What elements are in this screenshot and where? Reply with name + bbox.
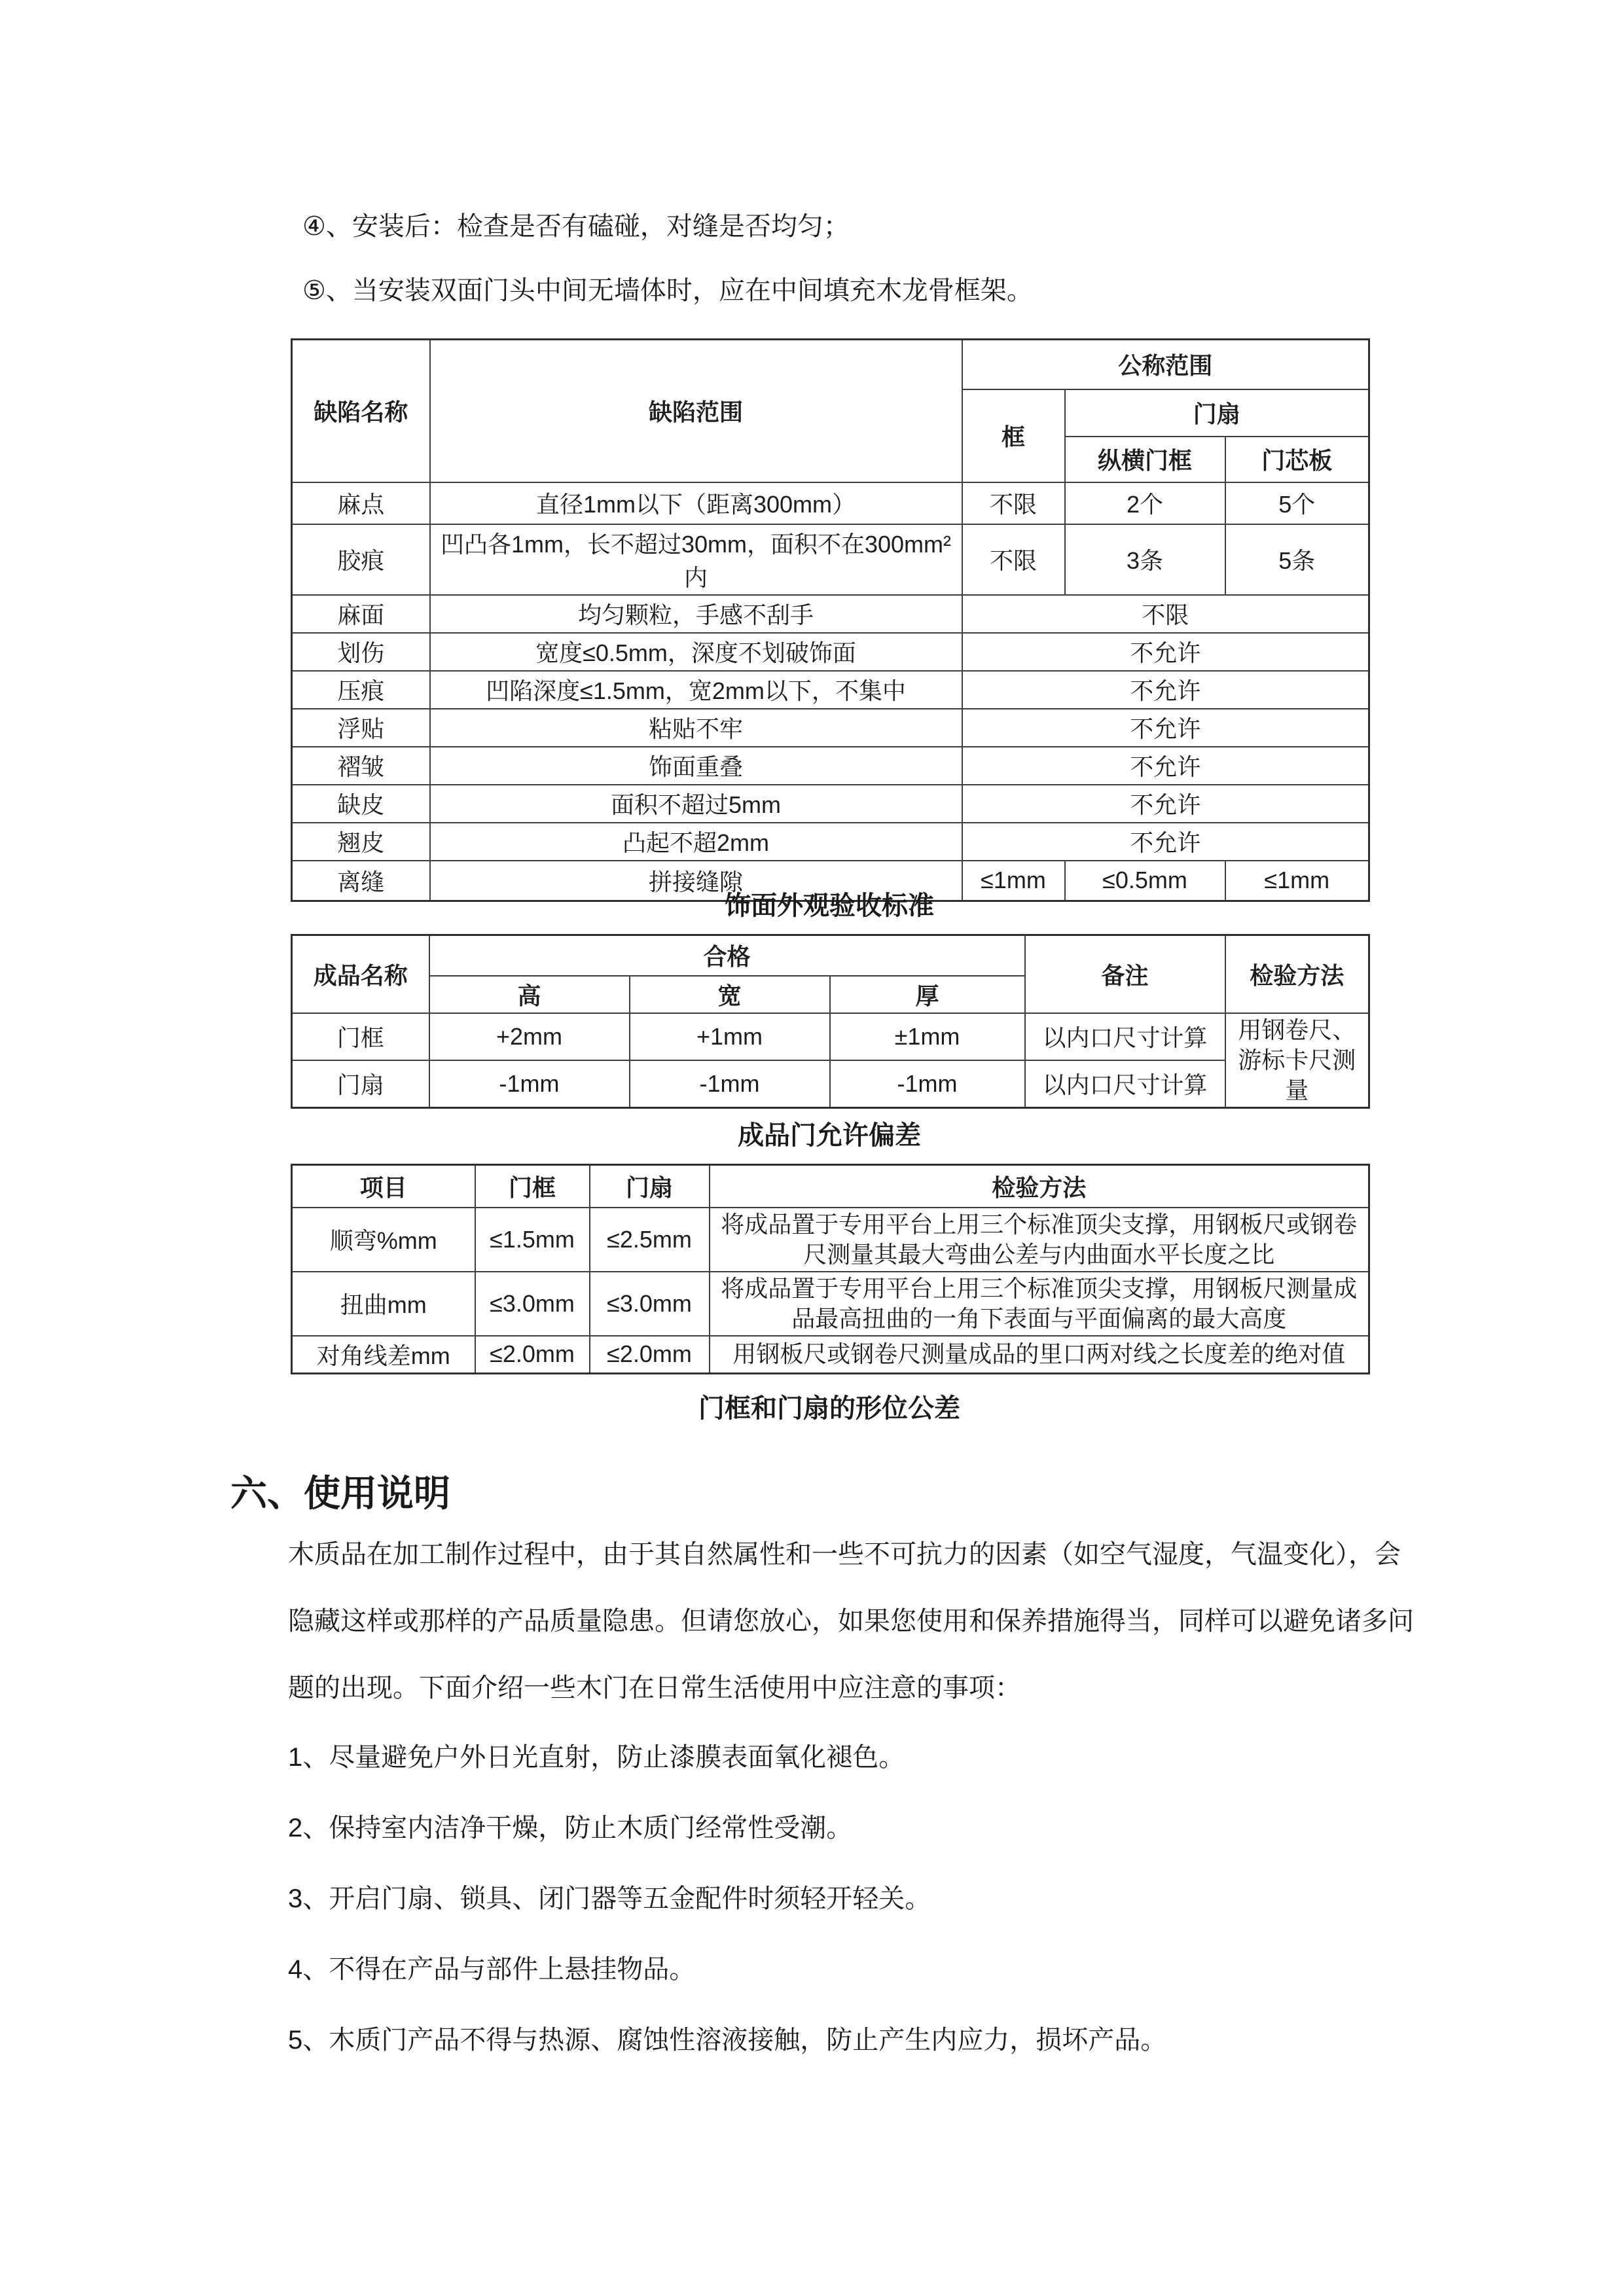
table-cell: 均匀颗粒，手感不刮手 — [430, 595, 962, 633]
table-cell: 门框 — [292, 1013, 429, 1060]
table-cell: -1mm — [830, 1060, 1025, 1107]
table-cell: 不限 — [962, 482, 1065, 524]
form-tolerance-caption: 门框和门扇的形位公差 — [698, 1394, 960, 1423]
table-cell: 3条 — [1065, 524, 1225, 595]
table-row — [292, 1060, 1369, 1107]
table-cell: 划伤 — [292, 633, 430, 671]
table-cell: ≤3.0mm — [475, 1272, 590, 1336]
table-row — [292, 1208, 1369, 1272]
table-row — [292, 1013, 1369, 1060]
table-header-row — [292, 1165, 1369, 1208]
table-cell: 直径1mm以下（距离300mm） — [430, 482, 962, 524]
table-cell: 缺皮 — [292, 785, 430, 823]
table-cell: 2个 — [1065, 482, 1225, 524]
table-cell: ≤1.5mm — [475, 1208, 590, 1272]
table-row — [292, 823, 1369, 861]
table-header-row — [292, 935, 1369, 976]
usage-paragraph-line: 木质品在加工制作过程中，由于其自然属性和一些不可抗力的因素（如空气湿度，气温变化），会 — [288, 1540, 1401, 1569]
table-cell: 以内口尺寸计算 — [1025, 1060, 1225, 1107]
table-cell: 5条 — [1225, 524, 1369, 595]
table-cell: 不允许 — [962, 633, 1369, 671]
table-row — [292, 482, 1369, 524]
table-row — [292, 671, 1369, 709]
install-note-5: ⑤、当安装双面门头中间无墙体时，应在中间填充木龙骨框架。 — [302, 276, 1033, 305]
usage-item: 3、开启门扇、锁具、闭门器等五金配件时须轻开轻关。 — [288, 1884, 931, 1913]
header-thickness: 厚 — [830, 976, 1025, 1013]
usage-paragraph-line: 隐藏这样或那样的产品质量隐患。但请您放心，如果您使用和保养措施得当，同样可以避免诸多问 — [288, 1607, 1414, 1636]
usage-item: 5、木质门产品不得与热源、腐蚀性溶液接触，防止产生内应力，损坏产品。 — [288, 2026, 1167, 2054]
table-cell: 顺弯%mm — [292, 1208, 475, 1272]
table-cell: 将成品置于专用平台上用三个标准顶尖支撑，用钢板尺测量成品最高扭曲的一角下表面与平面偏离的最大高度 — [710, 1272, 1369, 1336]
table-cell: 扭曲mm — [292, 1272, 475, 1336]
header-nominal-scope: 公称范围 — [962, 340, 1369, 389]
table-cell: 不允许 — [962, 823, 1369, 861]
header-qualified: 合格 — [429, 935, 1025, 976]
table-cell: 饰面重叠 — [430, 747, 962, 785]
table-row — [292, 524, 1369, 595]
table-cell-merged-method: 用钢卷尺、游标卡尺测量 — [1225, 1013, 1369, 1108]
table-row — [292, 595, 1369, 633]
header-height: 高 — [429, 976, 630, 1013]
table-cell: 对角线差mm — [292, 1336, 475, 1374]
table-cell: 以内口尺寸计算 — [1025, 1013, 1225, 1060]
table-cell: 压痕 — [292, 671, 430, 709]
table-cell: 麻面 — [292, 595, 430, 633]
table-cell: 粘贴不牢 — [430, 709, 962, 747]
table-cell: ≤2.5mm — [590, 1208, 710, 1272]
table-cell: 不允许 — [962, 671, 1369, 709]
table-cell: ≤2.0mm — [590, 1336, 710, 1374]
table-cell: 拼接缝隙 — [430, 861, 962, 901]
install-note-4: ④、安装后：检查是否有磕碰，对缝是否均匀； — [302, 212, 850, 241]
table-cell: 宽度≤0.5mm，深度不划破饰面 — [430, 633, 962, 671]
table-row — [292, 709, 1369, 747]
table-cell: +1mm — [630, 1013, 830, 1060]
form-tolerance-table — [291, 1164, 1370, 1374]
table-row — [292, 785, 1369, 823]
table-cell: -1mm — [429, 1060, 630, 1107]
table-cell: 不允许 — [962, 785, 1369, 823]
table-cell: 门扇 — [292, 1060, 429, 1107]
table-cell: 面积不超过5mm — [430, 785, 962, 823]
table-cell: 5个 — [1225, 482, 1369, 524]
table-cell: 离缝 — [292, 861, 430, 901]
table-cell: +2mm — [429, 1013, 630, 1060]
header-door-frame: 门框 — [475, 1165, 590, 1208]
table-cell: 浮贴 — [292, 709, 430, 747]
header-width: 宽 — [630, 976, 830, 1013]
table-cell: ≤2.0mm — [475, 1336, 590, 1374]
table-cell: 用钢板尺或钢卷尺测量成品的里口两对线之长度差的绝对值 — [710, 1336, 1369, 1374]
table-cell: 不限 — [962, 524, 1065, 595]
header-vh-frame: 纵横门框 — [1065, 437, 1225, 482]
header-frame: 框 — [962, 389, 1065, 482]
table-cell: 不允许 — [962, 747, 1369, 785]
header-product-name: 成品名称 — [292, 935, 429, 1013]
table-cell: 翘皮 — [292, 823, 430, 861]
usage-item: 1、尽量避免户外日光直射，防止漆膜表面氧化褪色。 — [288, 1743, 905, 1772]
table-cell: ≤1mm — [1225, 861, 1369, 901]
table-row — [292, 1336, 1369, 1374]
header-inspection-method: 检验方法 — [710, 1165, 1369, 1208]
table-cell: 凹陷深度≤1.5mm，宽2mm以下，不集中 — [430, 671, 962, 709]
table-cell: 褶皱 — [292, 747, 430, 785]
table-cell: ≤1mm — [962, 861, 1065, 901]
table-cell: 麻点 — [292, 482, 430, 524]
defect-table-caption: 饰面外观验收标准 — [725, 891, 934, 920]
table-row — [292, 1272, 1369, 1336]
table-cell: 凸起不超2mm — [430, 823, 962, 861]
usage-item: 2、保持室内洁净干燥，防止木质门经常性受潮。 — [288, 1814, 853, 1842]
header-door-leaf: 门扇 — [590, 1165, 710, 1208]
header-door-leaf: 门扇 — [1065, 389, 1369, 437]
section-heading: 六、使用说明 — [230, 1473, 450, 1514]
table-cell: 将成品置于专用平台上用三个标准顶尖支撑，用钢板尺或钢卷尺测量其最大弯曲公差与内曲面水平长度之比 — [710, 1208, 1369, 1272]
defect-acceptance-table — [291, 338, 1370, 902]
table-cell: 不允许 — [962, 709, 1369, 747]
header-remark: 备注 — [1025, 935, 1225, 1013]
table-row — [292, 633, 1369, 671]
header-core-panel: 门芯板 — [1225, 437, 1369, 482]
table-cell: 胶痕 — [292, 524, 430, 595]
table-cell: ±1mm — [830, 1013, 1025, 1060]
table-row — [292, 747, 1369, 785]
table-header-row — [292, 340, 1369, 389]
table-cell: ≤3.0mm — [590, 1272, 710, 1336]
table-cell: ≤0.5mm — [1065, 861, 1225, 901]
header-defect-name: 缺陷名称 — [292, 340, 430, 482]
header-defect-scope: 缺陷范围 — [430, 340, 962, 482]
size-tolerance-table — [291, 934, 1370, 1109]
size-tolerance-caption: 成品门允许偏差 — [738, 1121, 921, 1150]
usage-item: 4、不得在产品与部件上悬挂物品。 — [288, 1955, 696, 1984]
table-cell: -1mm — [630, 1060, 830, 1107]
table-cell: 凹凸各1mm，长不超过30mm，面积不在300mm²内 — [430, 524, 962, 595]
header-item: 项目 — [292, 1165, 475, 1208]
header-inspection-method: 检验方法 — [1225, 935, 1369, 1013]
usage-paragraph-line: 题的出现。下面介绍一些木门在日常生活使用中应注意的事项： — [288, 1674, 1021, 1702]
table-cell: 不限 — [962, 595, 1369, 633]
